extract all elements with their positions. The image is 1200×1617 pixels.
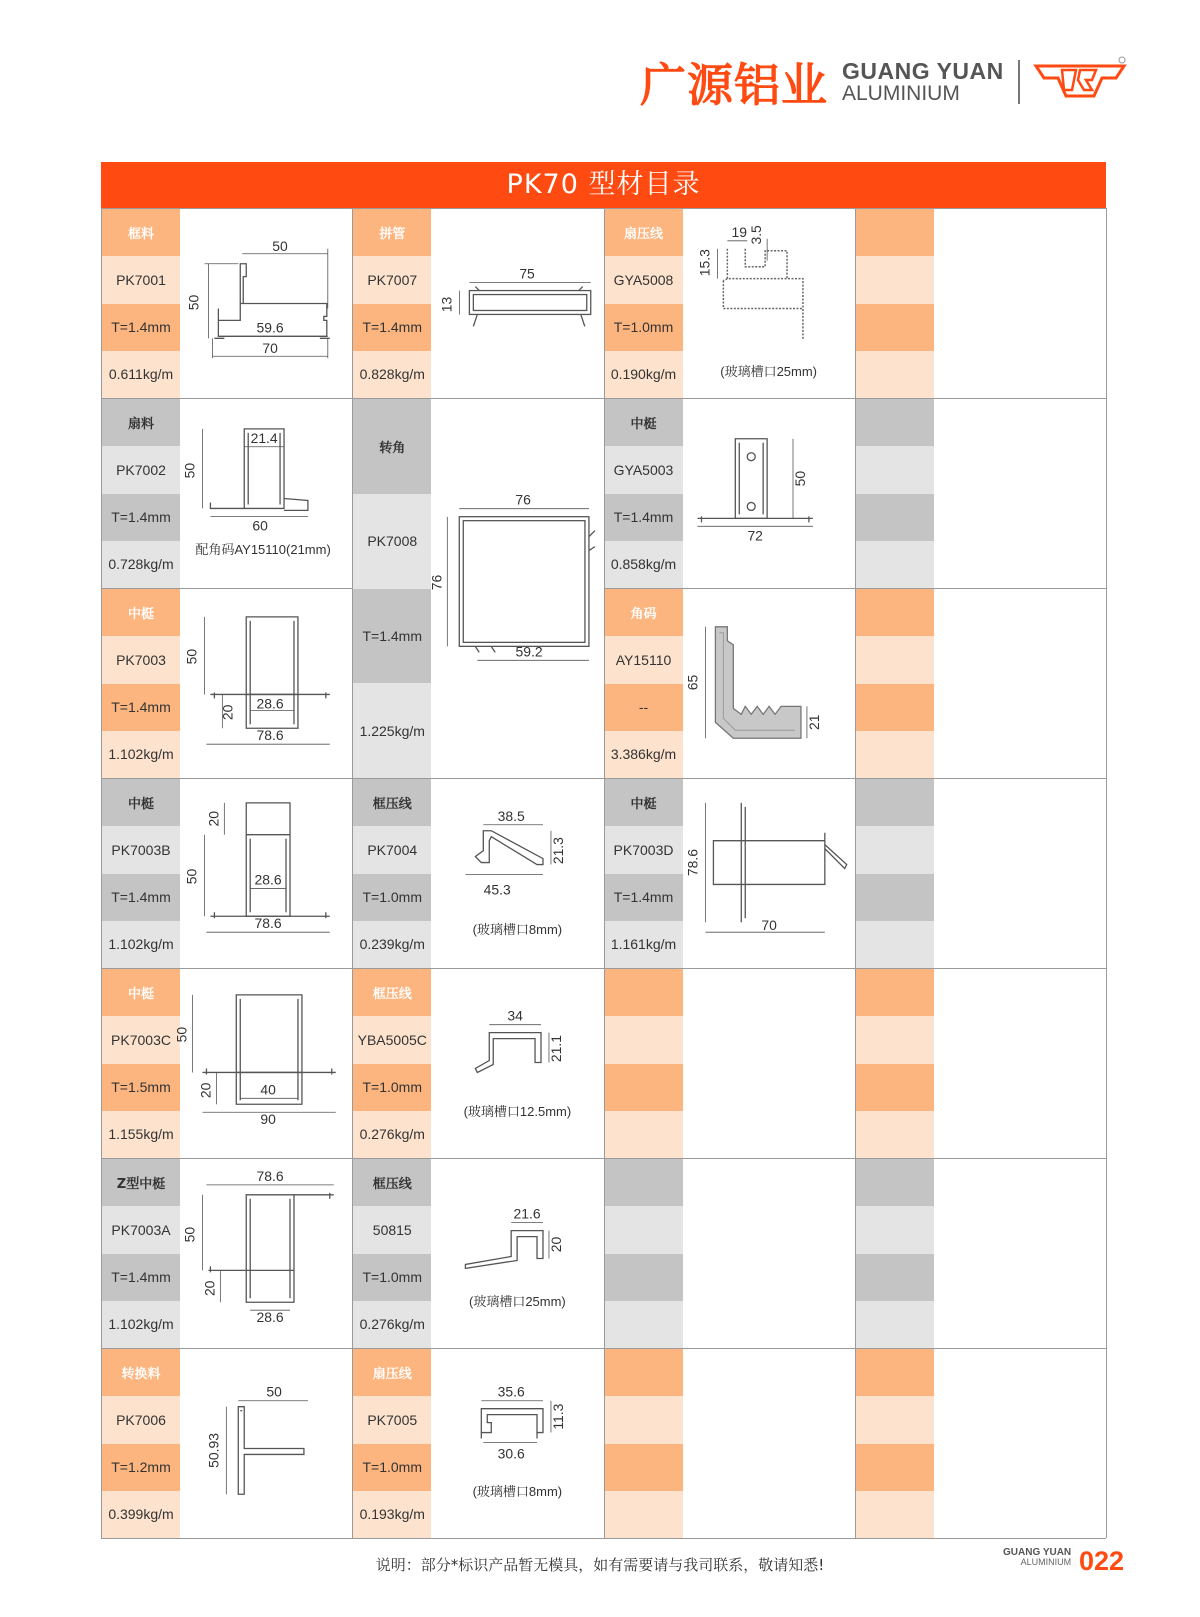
thickness-label: T=1.4mm <box>353 304 431 351</box>
footer-brand <box>1003 1548 1071 1567</box>
dim-text: 50.93 <box>205 1433 222 1468</box>
thickness-label: -- <box>605 684 683 731</box>
glass-slot-note: (玻璃槽口12.5mm) <box>463 1104 572 1119</box>
brand-name-en <box>842 59 1004 105</box>
weight-label <box>856 1111 934 1158</box>
dim-text: 59.2 <box>515 643 543 660</box>
dim-text: 50 <box>272 237 288 254</box>
profile-catalog <box>101 162 1106 1539</box>
code-label <box>605 1396 683 1443</box>
spec-labels <box>605 589 683 778</box>
profile-drawing <box>431 1159 603 1348</box>
code-label: 50815 <box>353 1206 431 1253</box>
profile-card-pk7003 <box>102 588 353 778</box>
profile-drawing-svg <box>180 209 352 398</box>
dim-text: 21 <box>805 714 822 731</box>
dim-text: 50 <box>173 1026 190 1043</box>
profile-drawing-svg <box>180 779 352 968</box>
empty-card <box>856 588 1107 778</box>
dim-text: 28.6 <box>256 1309 284 1326</box>
thickness-label <box>856 1444 934 1491</box>
code-label: PK7006 <box>102 1396 180 1443</box>
thickness-label: T=1.4mm <box>102 494 180 541</box>
profile-drawing-svg <box>428 399 603 778</box>
weight-label <box>856 351 934 398</box>
profile-drawing <box>683 589 855 778</box>
weight-label <box>856 1491 934 1538</box>
spec-labels <box>856 1349 934 1538</box>
thickness-label: T=1.4mm <box>605 494 683 541</box>
dim-text: 60 <box>252 517 268 534</box>
glass-slot-note: (玻璃槽口25mm) <box>720 364 818 379</box>
spec-labels <box>605 209 683 398</box>
dim-text: 50 <box>266 1383 282 1400</box>
category-label: 扇压线 <box>605 209 683 256</box>
thickness-label <box>605 1254 683 1301</box>
category-label: 中梃 <box>102 779 180 826</box>
profile-drawing-svg <box>173 969 352 1158</box>
weight-label: 1.155kg/m <box>102 1111 180 1158</box>
dim-text: 35.6 <box>497 1383 525 1400</box>
dim-text: 78.6 <box>254 915 282 932</box>
dim-text: 76 <box>428 574 445 591</box>
code-label: PK7007 <box>353 256 431 303</box>
category-label: 角码 <box>605 589 683 636</box>
empty-card <box>856 398 1107 588</box>
dim-text: 20 <box>197 1082 214 1099</box>
dim-text: 34 <box>507 1007 524 1024</box>
category-label <box>856 1159 934 1206</box>
profile-card-50815 <box>353 1158 604 1348</box>
weight-label: 0.276kg/m <box>353 1301 431 1348</box>
dim-text: 76 <box>515 491 532 508</box>
spec-labels <box>353 209 431 398</box>
dim-text: 78.6 <box>256 1167 284 1184</box>
profile-card-gya5008 <box>605 208 856 398</box>
profile-drawing-svg <box>180 589 352 778</box>
profile-drawing <box>428 399 603 778</box>
weight-label <box>856 541 934 588</box>
dim-text: 3.5 <box>747 225 764 245</box>
catalog-grid <box>101 208 1106 1539</box>
category-label: 中梃 <box>102 589 180 636</box>
dim-text: 70 <box>760 917 777 934</box>
thickness-label <box>856 684 934 731</box>
dim-text: 21.4 <box>250 429 278 446</box>
profile-drawing <box>431 1349 603 1538</box>
empty-card <box>856 1348 1107 1538</box>
spec-labels <box>353 779 431 968</box>
weight-label <box>856 731 934 778</box>
weight-label: 1.102kg/m <box>102 1301 180 1348</box>
dim-text: 50 <box>183 868 200 885</box>
category-label: 扇料 <box>102 399 180 446</box>
weight-label <box>856 1301 934 1348</box>
spec-labels <box>102 1349 180 1538</box>
dim-text: 30.6 <box>497 1445 525 1462</box>
weight-label <box>856 921 934 968</box>
category-label <box>856 209 934 256</box>
profile-card-pk7002 <box>102 398 353 588</box>
brand-en-line2: ALUMINIUM <box>842 82 960 106</box>
spec-labels <box>605 399 683 588</box>
profile-drawing-svg <box>180 1349 352 1538</box>
empty-card <box>856 968 1107 1158</box>
brand-divider <box>1018 60 1020 104</box>
spec-labels <box>856 399 934 588</box>
dim-text: 21.6 <box>513 1205 541 1222</box>
profile-card-gya5003 <box>605 398 856 588</box>
code-label: PK7003D <box>605 826 683 873</box>
thickness-label <box>856 304 934 351</box>
spec-labels <box>605 1159 683 1348</box>
code-label: PK7001 <box>102 256 180 303</box>
thickness-label: T=1.2mm <box>102 1444 180 1491</box>
code-label: PK7003B <box>102 826 180 873</box>
dim-text: 40 <box>260 1081 276 1098</box>
empty-card <box>605 968 856 1158</box>
thickness-label <box>856 1064 934 1111</box>
spec-labels <box>353 1159 431 1348</box>
thickness-label: T=1.0mm <box>353 1254 431 1301</box>
thickness-label: T=1.4mm <box>102 304 180 351</box>
profile-drawing-svg <box>431 1159 603 1348</box>
profile-card-pk7003b <box>102 778 353 968</box>
profile-drawing <box>683 209 855 398</box>
category-label: 拼管 <box>353 209 431 256</box>
spec-labels <box>102 589 180 778</box>
category-label: 框压线 <box>353 1159 431 1206</box>
empty-card <box>856 778 1107 968</box>
profile-card-pk7001 <box>102 208 353 398</box>
profile-drawing <box>180 779 352 968</box>
brand-name-cn: 广源铝业 <box>640 58 828 112</box>
spec-labels <box>605 779 683 968</box>
profile-card-pk7007 <box>353 208 604 398</box>
page-number: 022 <box>1079 1546 1125 1576</box>
code-label: PK7002 <box>102 446 180 493</box>
glass-slot-note: (玻璃槽口8mm) <box>472 1484 563 1499</box>
dim-text: 59.6 <box>256 319 284 336</box>
thickness-label <box>856 874 934 921</box>
thickness-label <box>856 494 934 541</box>
spec-labels <box>102 399 180 588</box>
code-label <box>856 826 934 873</box>
thickness-label: T=1.0mm <box>353 1064 431 1111</box>
spec-labels <box>856 969 934 1158</box>
footer-brand-line2: ALUMINIUM <box>1020 1557 1072 1567</box>
dim-text: 50 <box>791 470 808 487</box>
thickness-label: T=1.5mm <box>102 1064 180 1111</box>
thickness-label <box>605 1444 683 1491</box>
code-label <box>856 256 934 303</box>
weight-label: 1.102kg/m <box>102 731 180 778</box>
spec-labels <box>353 1349 431 1538</box>
code-label: GYA5008 <box>605 256 683 303</box>
profile-drawing-svg <box>683 779 855 968</box>
category-label <box>856 589 934 636</box>
weight-label: 0.828kg/m <box>353 351 431 398</box>
dim-text: 50 <box>183 648 200 665</box>
code-label: PK7003C <box>102 1016 180 1063</box>
spec-labels <box>102 969 180 1158</box>
spec-labels <box>353 969 431 1158</box>
code-label <box>605 1016 683 1063</box>
brand-logo-icon <box>1032 56 1128 108</box>
spec-labels <box>605 1349 683 1538</box>
corner-code-note: 配角码AY15110(21mm) <box>195 542 331 557</box>
dim-text: 90 <box>260 1111 276 1128</box>
dim-text: 20 <box>219 704 236 721</box>
profile-drawing <box>180 399 352 588</box>
weight-label <box>605 1491 683 1538</box>
profile-card-pk7006 <box>102 1348 353 1538</box>
category-label: 中梃 <box>605 399 683 446</box>
code-label: PK7003A <box>102 1206 180 1253</box>
category-label <box>856 1349 934 1396</box>
category-label: 中梃 <box>605 779 683 826</box>
thickness-label: T=1.4mm <box>102 684 180 731</box>
dim-text: 50 <box>181 1226 198 1243</box>
profile-drawing <box>180 589 352 778</box>
dim-text: 28.6 <box>254 871 282 888</box>
weight-label: 1.161kg/m <box>605 921 683 968</box>
code-label: PK7008 <box>353 494 431 589</box>
spec-labels <box>856 589 934 778</box>
dim-text: 50 <box>185 294 202 311</box>
dim-text: 20 <box>205 811 222 827</box>
code-label: PK7004 <box>353 826 431 873</box>
footer-note: 说明：部分*标识产品暂无模具，如有需要请与我司联系，敬请知悉! <box>375 1556 825 1574</box>
dim-text: 78.6 <box>684 849 701 877</box>
category-label: 中梃 <box>102 969 180 1016</box>
code-label <box>856 446 934 493</box>
code-label: GYA5003 <box>605 446 683 493</box>
thickness-label <box>856 1254 934 1301</box>
dim-text: 38.5 <box>497 807 525 824</box>
profile-card-pk7003a <box>102 1158 353 1348</box>
category-label <box>856 779 934 826</box>
profile-drawing-svg <box>431 209 603 398</box>
profile-drawing <box>173 969 352 1158</box>
weight-label: 0.276kg/m <box>353 1111 431 1158</box>
code-label <box>856 1016 934 1063</box>
thickness-label: T=1.4mm <box>605 874 683 921</box>
dim-text: 15.3 <box>695 249 712 277</box>
code-label <box>856 1206 934 1253</box>
profile-drawing <box>180 209 352 398</box>
weight-label: 3.386kg/m <box>605 731 683 778</box>
code-label: PK7003 <box>102 636 180 683</box>
category-label: 转角 <box>353 399 431 494</box>
spec-labels <box>856 779 934 968</box>
spec-labels <box>353 399 431 778</box>
thickness-label <box>605 1064 683 1111</box>
empty-card <box>856 208 1107 398</box>
thickness-label: T=1.0mm <box>353 1444 431 1491</box>
weight-label: 0.611kg/m <box>102 351 180 398</box>
profile-card-pk7003d <box>605 778 856 968</box>
spec-labels <box>856 209 934 398</box>
dim-text: 70 <box>262 340 278 357</box>
profile-drawing-svg <box>431 779 603 968</box>
category-label <box>856 969 934 1016</box>
dim-text: 21.1 <box>548 1035 565 1063</box>
category-label: 框压线 <box>353 779 431 826</box>
weight-label: 0.190kg/m <box>605 351 683 398</box>
thickness-label: T=1.0mm <box>353 874 431 921</box>
thickness-label: T=1.4mm <box>102 874 180 921</box>
profile-drawing <box>683 779 855 968</box>
weight-label <box>605 1111 683 1158</box>
profile-drawing-svg <box>683 589 855 778</box>
dim-text: 65 <box>684 674 701 691</box>
weight-label: 1.102kg/m <box>102 921 180 968</box>
weight-label: 0.399kg/m <box>102 1491 180 1538</box>
dim-text: 45.3 <box>483 881 512 898</box>
weight-label: 0.858kg/m <box>605 541 683 588</box>
profile-drawing-svg <box>683 399 855 588</box>
profile-card-pk7008 <box>353 398 604 778</box>
category-label: 转换料 <box>102 1349 180 1396</box>
profile-card-pk7005 <box>353 1348 604 1538</box>
weight-label: 0.728kg/m <box>102 541 180 588</box>
category-label <box>605 969 683 1016</box>
glass-slot-note: (玻璃槽口25mm) <box>468 1294 566 1309</box>
code-label: PK7005 <box>353 1396 431 1443</box>
dim-text: 21.3 <box>550 837 567 865</box>
glass-slot-note: (玻璃槽口8mm) <box>472 922 563 937</box>
code-label <box>605 1206 683 1253</box>
code-label: AY15110 <box>605 636 683 683</box>
empty-card <box>605 1348 856 1538</box>
profile-drawing <box>431 779 603 968</box>
dim-text: 20 <box>201 1280 218 1297</box>
spec-labels <box>102 209 180 398</box>
profile-card-yba5005c <box>353 968 604 1158</box>
spec-labels <box>605 969 683 1158</box>
dim-text: 78.6 <box>256 727 284 744</box>
profile-card-pk7003c <box>102 968 353 1158</box>
footer-brand-line1: GUANG YUAN <box>1003 1547 1072 1558</box>
spec-labels <box>102 779 180 968</box>
thickness-label: T=1.4mm <box>353 589 431 684</box>
profile-drawing <box>431 969 603 1158</box>
catalog-title: PK70 型材目录 <box>101 162 1106 208</box>
dim-text: 72 <box>746 527 763 544</box>
dim-text: 75 <box>519 265 536 282</box>
empty-card <box>856 1158 1107 1348</box>
profile-drawing-svg <box>431 1349 603 1538</box>
spec-labels <box>856 1159 934 1348</box>
category-label <box>605 1349 683 1396</box>
category-label: Z型中梃 <box>102 1159 180 1206</box>
code-label <box>856 1396 934 1443</box>
profile-drawing <box>180 1349 352 1538</box>
dim-text: 20 <box>548 1236 565 1253</box>
category-label: 框压线 <box>353 969 431 1016</box>
code-label <box>856 636 934 683</box>
thickness-label: T=1.4mm <box>102 1254 180 1301</box>
profile-drawing <box>180 1159 352 1348</box>
code-label: YBA5005C <box>353 1016 431 1063</box>
dim-text: 28.6 <box>256 695 284 712</box>
category-label: 框料 <box>102 209 180 256</box>
category-label <box>856 399 934 446</box>
dim-text: 19 <box>731 223 747 240</box>
profile-drawing <box>431 209 603 398</box>
brand-header <box>640 52 1128 112</box>
profile-drawing-svg <box>180 1159 352 1348</box>
weight-label: 0.193kg/m <box>353 1491 431 1538</box>
profile-drawing-svg <box>431 969 603 1158</box>
dim-text: 50 <box>181 462 198 479</box>
category-label: 扇压线 <box>353 1349 431 1396</box>
empty-card <box>605 1158 856 1348</box>
profile-drawing-svg <box>180 399 352 588</box>
profile-card-ay15110 <box>605 588 856 778</box>
dim-text: 11.3 <box>550 1403 567 1430</box>
profile-card-pk7004 <box>353 778 604 968</box>
profile-drawing <box>683 399 855 588</box>
dim-text: 13 <box>438 296 455 313</box>
category-label <box>605 1159 683 1206</box>
weight-label: 1.225kg/m <box>353 683 431 778</box>
weight-label: 0.239kg/m <box>353 921 431 968</box>
thickness-label: T=1.0mm <box>605 304 683 351</box>
spec-labels <box>102 1159 180 1348</box>
brand-en-line1: GUANG YUAN <box>842 57 1004 84</box>
weight-label <box>605 1301 683 1348</box>
